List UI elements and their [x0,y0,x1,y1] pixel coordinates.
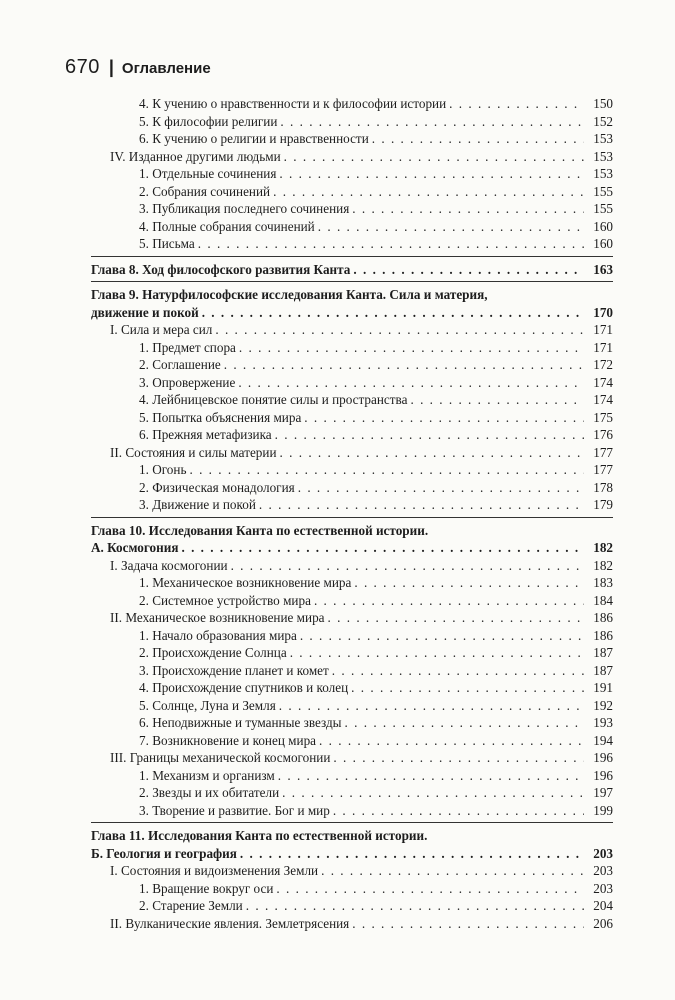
toc-entry-title: 2. Собрания сочинений [139,183,271,199]
dot-leader [332,662,584,680]
chapter-title-cont: движение и покой [91,304,199,320]
dot-leader [351,679,584,697]
toc-entry-title: I. Сила и мера сил [110,322,213,337]
dot-leader [279,165,584,183]
dot-leader [246,897,584,915]
toc-entry[interactable] [91,95,613,113]
toc-entry-title: I. Состояния и видоизменения Земли [110,863,319,878]
chapter-title: Глава 11. Исследования Канта по естественной истории. [91,828,428,843]
dot-leader [333,749,584,767]
dot-leader [284,148,584,166]
dot-leader [181,539,584,557]
dot-leader [319,732,584,750]
toc-entry-page: 153 [593,166,613,181]
toc-entry-title: 1. Огонь [139,462,187,477]
toc-entry-title: 4. Полные собрания сочинений [139,218,315,234]
toc-entry-page: 183 [593,575,613,590]
toc-entry-title: 1. Механическое возникновение мира [139,575,352,590]
dot-leader [280,444,584,462]
dot-leader [282,784,584,802]
divider [91,517,613,518]
toc-entry-page: 184 [593,592,613,608]
dot-leader [202,304,584,322]
toc-entry-title: 5. К философии религии [139,113,278,129]
dot-leader [298,479,584,497]
divider [91,822,613,823]
toc-entry[interactable] [91,113,613,131]
toc-entry-title: IV. Изданное другими людьми [110,148,281,164]
toc-entry-title: 5. Попытка объяснения мира [139,409,302,425]
toc-chapter-9-line2[interactable] [91,304,613,322]
toc-entry[interactable] [91,321,613,339]
toc-entry-page: 172 [593,357,613,372]
toc-entry-page: 196 [593,750,613,765]
toc-entry[interactable] [91,409,613,427]
dot-leader [215,321,584,339]
toc-entry[interactable] [91,479,613,497]
toc-entry-title: 2. Звезды и их обитатели [139,785,280,800]
toc-entry[interactable] [91,627,613,645]
toc-entry-title: 3. Творение и развитие. Бог и мир [139,802,330,818]
toc-entry-page: 177 [593,462,613,477]
toc-entry[interactable] [91,697,613,715]
toc-entry-title: 3. Публикация последнего сочинения [139,201,350,216]
dot-leader [304,409,584,427]
dot-leader [321,862,584,880]
toc-entry[interactable] [91,557,613,575]
toc-entry-title: 6. Неподвижные и туманные звезды [139,715,342,730]
toc-entry-title: 1. Предмет спора [139,339,236,355]
toc-entry-page: 153 [593,148,613,164]
toc-entry[interactable] [91,356,613,374]
toc-entry-page: 194 [593,732,613,748]
toc-entry-page: 153 [593,131,613,146]
toc-entry[interactable] [91,784,613,802]
toc-entry[interactable] [91,496,613,514]
dot-leader [352,200,584,218]
page-number: 670 [65,56,100,78]
divider [91,256,613,257]
toc-entry[interactable] [91,235,613,253]
dot-leader [240,845,584,863]
toc-entry-title: 2. Соглашение [139,357,221,372]
toc-entry-page: 160 [593,218,613,234]
toc-section [91,557,613,820]
dot-leader [449,95,584,113]
toc-entry-title: 3. Опровержение [139,374,236,390]
toc-entry[interactable] [91,200,613,218]
toc-entry-page: 171 [593,322,613,337]
chapter-title-cont: Б. Геология и география [91,845,237,861]
toc-entry-page: 206 [593,915,613,931]
dot-leader [353,261,584,279]
toc-entry[interactable] [91,915,613,933]
dot-leader [352,915,584,933]
chapter-title: Глава 8. Ход философского развития Канта [91,261,351,277]
dot-leader [328,609,584,627]
toc-chapter-11-line1[interactable] [91,827,613,845]
toc-entry[interactable] [91,767,613,785]
dot-leader [275,426,584,444]
dot-leader [410,391,584,409]
toc-entry-page: 192 [593,697,613,713]
table-of-contents [91,95,613,932]
toc-entry[interactable] [91,714,613,732]
toc-entry-page: 175 [593,409,613,425]
header-title: Оглавление [121,60,211,77]
toc-entry[interactable] [91,574,613,592]
divider [91,281,613,282]
chapter-page: 163 [593,261,613,277]
toc-entry[interactable] [91,662,613,680]
toc-entry[interactable] [91,749,613,767]
toc-entry[interactable] [91,802,613,820]
running-header [65,56,211,82]
dot-leader [238,374,584,392]
toc-entry-page: 203 [593,863,613,878]
toc-entry-page: 186 [593,627,613,643]
dot-leader [279,697,584,715]
toc-entry-page: 178 [593,479,613,495]
toc-entry-title: 1. Начало образования мира [139,627,297,643]
dot-leader [345,714,584,732]
toc-entry-title: 6. Прежняя метафизика [139,427,272,442]
toc-entry-title: 4. К учению о нравственности и к философии истории [139,96,447,111]
toc-entry-page: 187 [593,645,613,660]
toc-entry[interactable] [91,644,613,662]
toc-entry-title: 3. Движение и покой [139,497,256,512]
toc-entry-title: 1. Механизм и организм [139,767,275,783]
chapter-page: 170 [593,304,613,320]
toc-entry-title: 1. Отдельные сочинения [139,166,277,181]
toc-entry-page: 174 [593,392,613,407]
toc-chapter-8[interactable] [91,261,613,279]
toc-entry[interactable] [91,732,613,750]
dot-leader [314,592,584,610]
toc-entry-title: 2. Старение Земли [139,898,243,913]
toc-entry-page: 204 [593,898,613,913]
dot-leader [290,644,584,662]
toc-entry-page: 203 [593,880,613,896]
dot-leader [354,574,584,592]
toc-entry[interactable] [91,218,613,236]
toc-entry-page: 187 [593,662,613,678]
header-separator: | [108,57,114,77]
toc-entry-title: 1. Вращение вокруг оси [139,880,274,896]
toc-entry[interactable] [91,339,613,357]
dot-leader [280,113,584,131]
toc-entry-page: 196 [593,767,613,783]
toc-entry-title: 3. Происхождение планет и комет [139,662,329,678]
toc-entry[interactable] [91,183,613,201]
dot-leader [318,218,584,236]
toc-entry-title: III. Границы механической космогонии [110,750,331,765]
toc-entry[interactable] [91,609,613,627]
dot-leader [273,183,584,201]
dot-leader [231,557,584,575]
toc-entry[interactable] [91,461,613,479]
toc-entry-title: 5. Солнце, Луна и Земля [139,697,276,713]
toc-entry[interactable] [91,897,613,915]
dot-leader [198,235,584,253]
toc-entry-title: 5. Письма [139,236,195,251]
toc-chapter-10-line1[interactable] [91,522,613,540]
toc-entry[interactable] [91,880,613,898]
toc-entry[interactable] [91,862,613,880]
toc-entry-page: 177 [593,444,613,460]
toc-entry-title: 4. Происхождение спутников и колец [139,680,349,695]
toc-entry-page: 193 [593,715,613,730]
toc-entry-page: 155 [593,183,613,199]
toc-entry-title: II. Состояния и силы материи [110,444,277,460]
dot-leader [278,767,584,785]
dot-leader [224,356,584,374]
toc-entry-title: 6. К учению о религии и нравственности [139,131,369,146]
toc-entry-page: 176 [593,427,613,442]
toc-entry-title: 2. Происхождение Солнца [139,645,287,660]
toc-entry-title: 4. Лейбницевское понятие силы и пространства [139,392,408,407]
toc-entry-page: 199 [593,802,613,818]
dot-leader [259,496,584,514]
toc-section [91,321,613,514]
chapter-title-cont: А. Космогония [91,540,179,555]
toc-chapter-9-line1[interactable] [91,286,613,304]
dot-leader [239,339,584,357]
toc-chapter-11-line2[interactable] [91,845,613,863]
dot-leader [300,627,584,645]
chapter-title: Глава 9. Натурфилософские исследования Канта. Сила и материя, [91,287,488,302]
toc-entry[interactable] [91,374,613,392]
toc-entry-page: 150 [593,96,613,111]
toc-section [91,862,613,932]
toc-entry-title: I. Задача космогонии [110,557,228,573]
toc-entry-page: 197 [593,785,613,800]
toc-entry[interactable] [91,391,613,409]
toc-entry-page: 152 [593,113,613,129]
toc-entry[interactable] [91,444,613,462]
dot-leader [372,130,584,148]
toc-entry-page: 171 [593,339,613,355]
toc-entry-page: 155 [593,201,613,216]
toc-entry[interactable] [91,592,613,610]
toc-entry[interactable] [91,130,613,148]
toc-entry[interactable] [91,426,613,444]
toc-entry-page: 174 [593,374,613,390]
toc-entry-title: 2. Системное устройство мира [139,592,311,608]
dot-leader [333,802,584,820]
toc-entry-title: 7. Возникновение и конец мира [139,732,317,748]
toc-section [91,95,613,253]
chapter-page: 182 [593,540,613,555]
toc-entry-page: 186 [593,610,613,625]
toc-entry-page: 182 [593,557,613,573]
toc-entry-title: II. Вулканические явления. Землетрясения [110,915,350,931]
toc-chapter-10-line2[interactable] [91,539,613,557]
toc-entry-title: 2. Физическая монадология [139,479,295,495]
toc-entry[interactable] [91,165,613,183]
toc-entry-page: 160 [593,236,613,251]
toc-entry-page: 179 [593,497,613,512]
chapter-title: Глава 10. Исследования Канта по естественной истории. [91,522,429,538]
toc-entry[interactable] [91,148,613,166]
toc-entry-page: 191 [593,680,613,695]
toc-entry[interactable] [91,679,613,697]
dot-leader [276,880,584,898]
chapter-page: 203 [593,845,613,861]
dot-leader [189,461,584,479]
toc-entry-title: II. Механическое возникновение мира [110,610,325,625]
